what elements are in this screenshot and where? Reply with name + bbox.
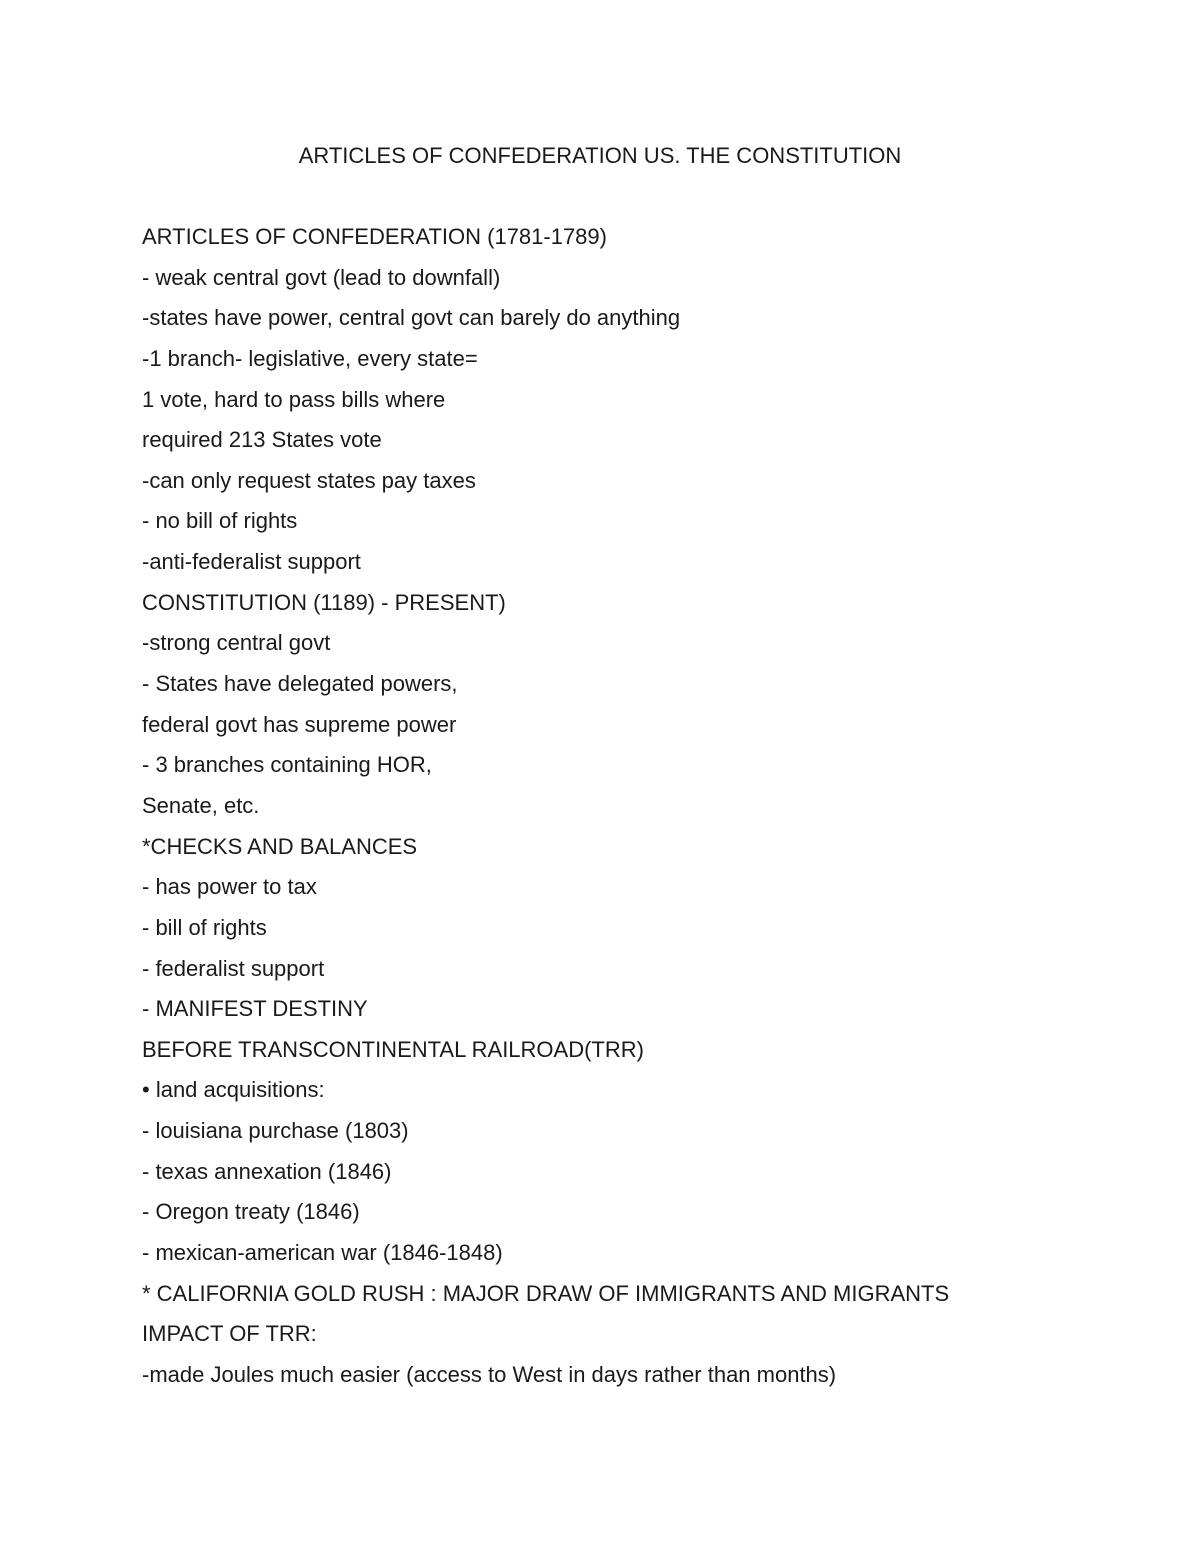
text-line: federal govt has supreme power [142,711,457,737]
text-line: *CHECKS AND BALANCES [142,833,418,859]
text-line: - 3 branches containing HOR, [142,752,432,778]
text-line: - louisiana purchase (1803) [142,1118,409,1144]
text-line: -can only request states pay taxes [142,467,476,493]
text-line: BEFORE TRANSCONTINENTAL RAILROAD(TRR) [142,1036,644,1062]
text-line: - has power to tax [142,874,317,900]
text-line: - weak central govt (lead to downfall) [142,264,501,290]
text-line: -strong central govt [142,630,331,656]
text-line: - mexican-american war (1846-1848) [142,1240,503,1266]
text-line: - federalist support [142,955,325,981]
document-title: ARTICLES OF CONFEDERATION US. THE CONSTITUTION [298,143,902,168]
text-line: -1 branch- legislative, every state= [142,345,478,371]
text-line: - no bill of rights [142,508,298,534]
text-line: 1 vote, hard to pass bills where [142,386,446,412]
text-line: Senate, etc. [142,792,260,818]
text-line: - States have delegated powers, [142,671,458,697]
text-line: - texas annexation (1846) [142,1158,392,1184]
text-line: -made Joules much easier (access to West in days rather than months) [142,1361,837,1387]
text-line: -states have power, central govt can barely do anything [142,305,681,331]
text-line: ARTICLES OF CONFEDERATION (1781-1789) [142,224,607,249]
text-line: - bill of rights [142,914,267,940]
text-line: required 213 States vote [142,427,382,453]
text-line: - MANIFEST DESTINY [142,996,368,1022]
document-body [142,221,1142,1400]
text-line: • land acquisitions: [142,1077,325,1103]
text-line: * CALIFORNIA GOLD RUSH : MAJOR DRAW OF IMMIGRANTS AND MIGRANTS [142,1280,950,1306]
text-line: - Oregon treaty (1846) [142,1199,360,1225]
text-line: -anti-federalist support [142,549,361,575]
text-line: CONSTITUTION (1189) - PRESENT) [142,589,506,615]
text-line: IMPACT OF TRR: [142,1321,317,1347]
